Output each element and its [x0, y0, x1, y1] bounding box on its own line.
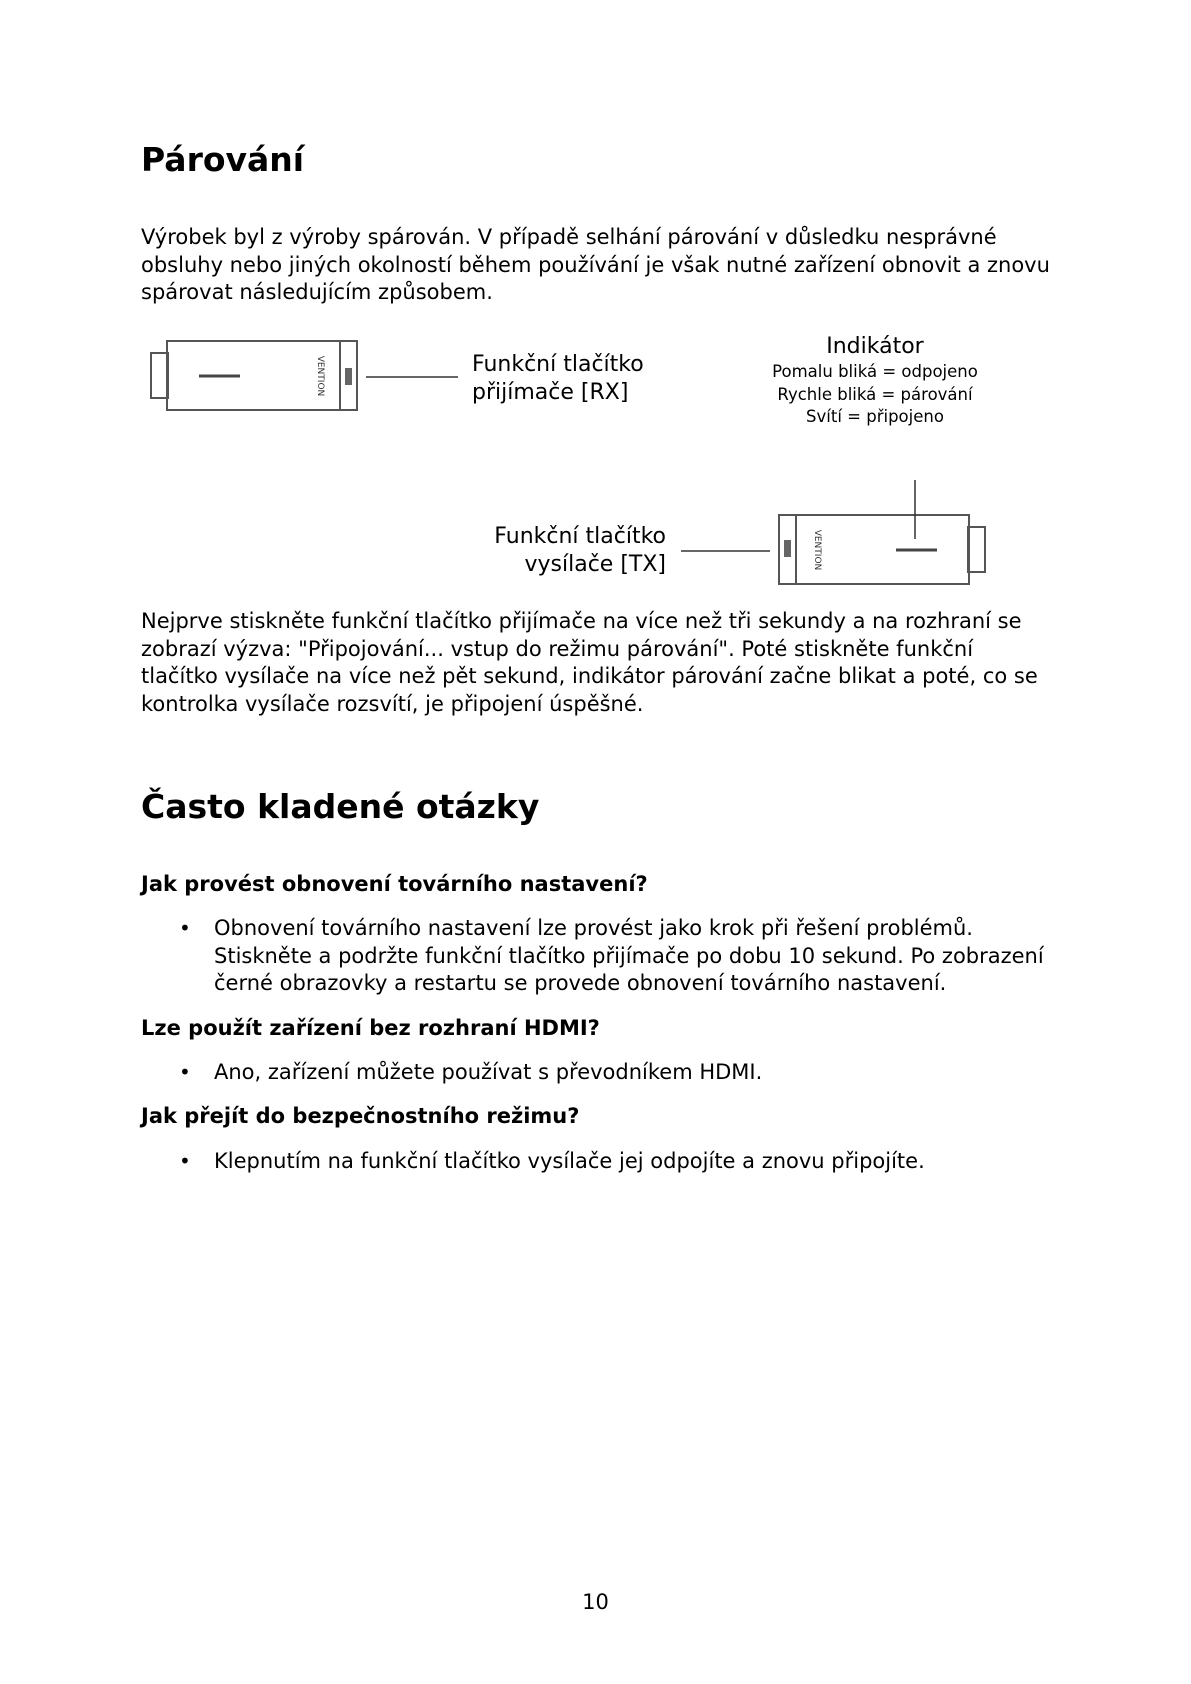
receiver-brand-text: VENTION	[315, 355, 325, 397]
faq-answer-text: Ano, zařízení můžete používat s převodníkem HDMI.	[214, 1060, 763, 1084]
receiver-label-line2: přijímače [RX]	[472, 380, 629, 405]
receiver-device-illustration	[151, 341, 357, 410]
pairing-diagram	[0, 0, 1191, 600]
indicator-state-fast: Rychle bliká = párování	[777, 384, 973, 404]
bullet-icon: •	[179, 916, 191, 940]
pairing-instructions-paragraph: Nejprve stiskněte funkční tlačítko přijímače na více než tři sekundy a na rozhraní se zobrazí výzva: "Připojování... vstup do režimu párování". Poté stiskněte funkční tlačítko vysílače na více než pět sekund, indikátor párování začne blikat a poté, co se kontrolka vysílače rozsvítí, je připojení úspěšné.	[141, 609, 1038, 716]
faq-answer-list-hdmi	[141, 1059, 1061, 1087]
faq-answer-list-factory-reset	[141, 915, 1061, 998]
receiver-label-line1: Funkční tlačítko	[472, 352, 644, 377]
page-number: 10	[582, 1590, 609, 1614]
indicator-state-slow: Pomalu bliká = odpojeno	[772, 362, 978, 381]
bullet-icon: •	[179, 1149, 191, 1173]
faq-answer-hdmi	[141, 1059, 1061, 1087]
transmitter-device-illustration	[779, 515, 985, 584]
transmitter-label-line1: Funkční tlačítko	[494, 524, 666, 549]
indicator-title: Indikátor	[826, 334, 924, 359]
faq-question-hdmi: Lze použít zařízení bez rozhraní HDMI?	[141, 1016, 600, 1040]
faq-answer-factory-reset	[141, 915, 1061, 998]
transmitter-brand-text: VENTION	[812, 529, 822, 571]
faq-answer-safe-mode	[141, 1148, 1061, 1176]
pairing-intro-paragraph: Výrobek byl z výroby spárován. V případě selhání párování v důsledku nesprávné obsluhy nebo jiných okolností během používání je však nutné zařízení obnovit a znovu spárovat následujícím způsobem.	[141, 225, 1050, 304]
faq-question-safe-mode: Jak přejít do bezpečnostního režimu?	[141, 1104, 580, 1128]
faq-heading: Často kladené otázky	[141, 787, 540, 826]
faq-question-factory-reset: Jak provést obnovení továrního nastavení?	[141, 872, 648, 896]
faq-answer-list-safe-mode	[141, 1148, 1061, 1176]
indicator-legend	[742, 333, 1008, 429]
bullet-icon: •	[179, 1060, 191, 1084]
pairing-heading: Párování	[141, 140, 305, 179]
receiver-button-label	[472, 351, 644, 407]
faq-answer-text: Klepnutím na funkční tlačítko vysílače jej odpojíte a znovu připojíte.	[214, 1149, 925, 1173]
transmitter-button-label	[466, 523, 666, 579]
faq-answer-text: Obnovení továrního nastavení lze provést jako krok při řešení problémů. Stiskněte a podržte funkční tlačítko přijímače po dobu 10 sekund. Po zobrazení černé obrazovky a restartu se provede obnovení továrního nastavení.	[214, 916, 1044, 995]
transmitter-label-line2: vysílače [TX]	[524, 552, 666, 577]
device-diagram-svg	[0, 0, 1191, 600]
indicator-state-solid: Svítí = připojeno	[806, 407, 944, 426]
